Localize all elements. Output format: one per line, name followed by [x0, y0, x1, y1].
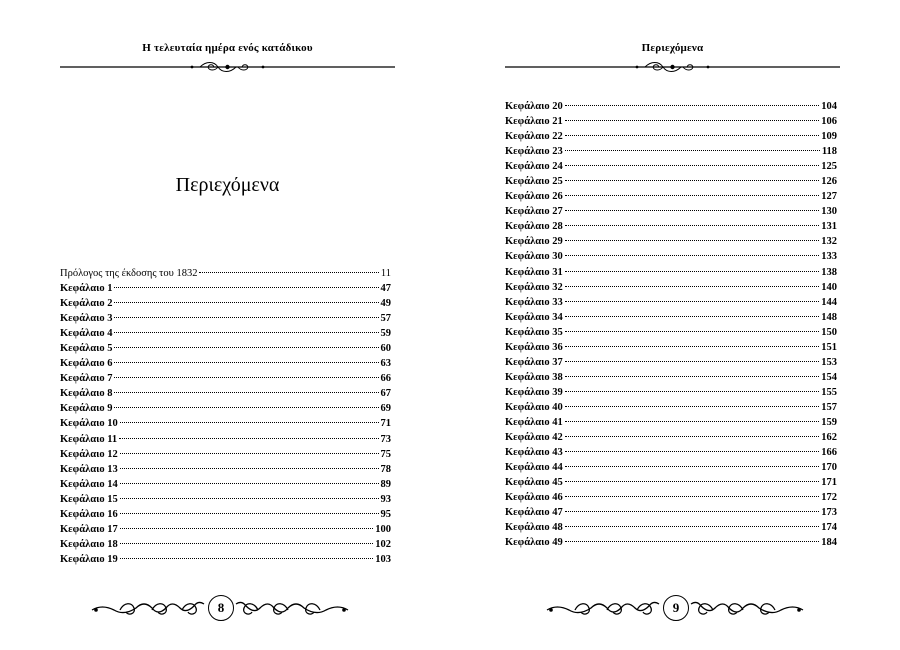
toc-entry-label: Κεφάλαιο 25 [505, 176, 563, 188]
toc-entry[interactable] [60, 401, 391, 416]
toc-entry[interactable] [505, 340, 837, 355]
dot-leader [114, 317, 378, 318]
dot-leader [114, 347, 378, 348]
toc-entry-page: 104 [821, 101, 837, 112]
dot-leader [120, 543, 374, 544]
toc-entry[interactable] [505, 99, 837, 114]
toc-entry[interactable] [60, 537, 391, 552]
toc-entry-page: 131 [821, 221, 837, 233]
toc-entry[interactable] [505, 460, 837, 475]
dot-leader [565, 466, 820, 467]
toc-entry-page: 47 [380, 283, 391, 295]
toc-entry-page: 57 [380, 313, 391, 325]
toc-entry-page: 155 [821, 386, 837, 398]
dot-leader [565, 286, 820, 287]
toc-entry-page: 106 [821, 116, 837, 128]
toc-entry-page: 93 [380, 493, 391, 505]
toc-entry-page: 75 [380, 448, 391, 460]
toc-entry-page: 66 [380, 373, 391, 385]
dot-leader [565, 526, 820, 527]
toc-entry[interactable] [505, 295, 837, 310]
dot-leader [114, 302, 378, 303]
toc-entry-page: 78 [380, 463, 391, 475]
toc-entry[interactable] [505, 159, 837, 174]
toc-entry[interactable] [60, 281, 391, 296]
toc-entry[interactable] [60, 522, 391, 537]
toc-entry-label: Κεφάλαιο 22 [505, 131, 563, 143]
dot-leader [120, 422, 379, 423]
toc-entry-page: 63 [380, 358, 391, 370]
running-head: Η τελευταία ημέρα ενός κατάδικου [142, 42, 313, 54]
toc-entry[interactable] [505, 535, 837, 550]
toc-entry-page: 118 [821, 146, 837, 158]
toc-list [505, 99, 837, 550]
dot-leader [565, 331, 820, 332]
toc-entry-page: 170 [821, 462, 837, 474]
toc-entry[interactable] [505, 520, 837, 535]
toc-entry-page: 95 [380, 508, 391, 520]
toc-entry[interactable] [60, 462, 391, 477]
toc-entry[interactable] [505, 325, 837, 340]
toc-entry-page: 69 [380, 403, 391, 415]
toc-entry-label: Κεφάλαιο 10 [60, 418, 118, 430]
toc-entry-label: Κεφάλαιο 45 [505, 477, 563, 489]
dot-leader [565, 451, 820, 452]
dot-leader [565, 316, 820, 317]
toc-entry-label: Κεφάλαιο 24 [505, 161, 563, 173]
dot-leader [119, 438, 378, 439]
dot-leader [565, 195, 820, 196]
toc-entry-label: Κεφάλαιο 18 [60, 538, 118, 550]
toc-entry-page: 150 [821, 326, 837, 338]
dot-leader [565, 240, 820, 241]
running-head: Περιεχόμενα [641, 42, 704, 54]
header-rule-ornament [60, 60, 395, 76]
toc-entry-page: 162 [821, 432, 837, 444]
toc-entry-page: 130 [821, 206, 837, 218]
dot-leader [565, 376, 820, 377]
toc-entry[interactable] [60, 371, 391, 386]
dot-leader [114, 377, 378, 378]
dot-leader [114, 287, 378, 288]
dot-leader [565, 391, 820, 392]
toc-entry-page: 184 [821, 537, 837, 549]
dot-leader [565, 361, 820, 362]
toc-entry-page: 89 [380, 478, 391, 490]
toc-entry[interactable] [505, 189, 837, 204]
toc-entry[interactable] [505, 219, 837, 234]
dot-leader [565, 496, 820, 497]
toc-entry-label: Κεφάλαιο 37 [505, 356, 563, 368]
dot-leader [565, 120, 820, 121]
toc-entry[interactable] [505, 505, 837, 520]
toc-entry-label: Κεφάλαιο 23 [505, 146, 563, 158]
toc-entry-page: 59 [380, 328, 391, 340]
toc-entry[interactable] [60, 341, 391, 356]
toc-entry[interactable] [505, 490, 837, 505]
toc-entry-page: 67 [380, 388, 391, 400]
dot-leader [120, 498, 379, 499]
toc-entry-label: Κεφάλαιο 30 [505, 251, 563, 263]
toc-entry-label: Κεφάλαιο 9 [60, 403, 113, 415]
toc-entry-label: Κεφάλαιο 48 [505, 522, 563, 534]
footer-ornament [545, 592, 805, 622]
toc-entry-page: 148 [821, 311, 837, 323]
toc-entry-label: Κεφάλαιο 7 [60, 373, 113, 385]
dot-leader [565, 271, 820, 272]
toc-entry-page: 103 [375, 553, 391, 565]
toc-entry[interactable] [505, 355, 837, 370]
toc-entry-label: Κεφάλαιο 27 [505, 206, 563, 218]
toc-entry[interactable] [60, 416, 391, 431]
toc-entry-label: Κεφάλαιο 41 [505, 416, 563, 428]
toc-entry-label: Κεφάλαιο 5 [60, 343, 113, 355]
toc-entry-label: Κεφάλαιο 29 [505, 236, 563, 248]
toc-entry[interactable] [60, 386, 391, 401]
toc-entry[interactable] [505, 415, 837, 430]
toc-entry-page: 133 [821, 251, 837, 263]
toc-entry[interactable] [60, 296, 391, 311]
toc-entry[interactable] [505, 385, 837, 400]
toc-entry-page: 132 [821, 236, 837, 248]
toc-entry-label: Κεφάλαιο 47 [505, 507, 563, 519]
dot-leader [120, 483, 379, 484]
dot-leader [565, 150, 820, 151]
toc-entry[interactable] [60, 552, 391, 567]
toc-entry[interactable] [60, 266, 391, 281]
dot-leader [565, 105, 820, 106]
toc-entry-page: 126 [821, 176, 837, 188]
toc-entry-label: Κεφάλαιο 49 [505, 537, 563, 549]
toc-entry-page: 159 [821, 416, 837, 428]
toc-entry-label: Κεφάλαιο 36 [505, 341, 563, 353]
toc-entry[interactable] [505, 400, 837, 415]
toc-entry[interactable] [505, 129, 837, 144]
toc-entry-page: 11 [380, 268, 391, 279]
toc-entry[interactable] [60, 492, 391, 507]
toc-entry[interactable] [505, 144, 837, 159]
toc-entry-label: Κεφάλαιο 39 [505, 386, 563, 398]
toc-entry-label: Κεφάλαιο 44 [505, 462, 563, 474]
toc-entry[interactable] [505, 249, 837, 264]
toc-entry-label: Κεφάλαιο 12 [60, 448, 118, 460]
dot-leader [565, 436, 820, 437]
dot-leader [114, 362, 378, 363]
toc-entry-page: 60 [380, 343, 391, 355]
toc-entry-page: 154 [821, 371, 837, 383]
toc-entry-label: Κεφάλαιο 33 [505, 296, 563, 308]
toc-entry-page: 109 [821, 131, 837, 143]
right-page [450, 0, 900, 650]
toc-entry-page: 138 [821, 266, 837, 278]
dot-leader [120, 528, 374, 529]
dot-leader [565, 541, 820, 542]
toc-entry[interactable] [60, 507, 391, 522]
toc-entry-label: Κεφάλαιο 6 [60, 358, 113, 370]
toc-entry-label: Κεφάλαιο 11 [60, 433, 118, 445]
toc-entry[interactable] [505, 234, 837, 249]
toc-entry-label: Κεφάλαιο 14 [60, 478, 118, 490]
toc-entry[interactable] [60, 356, 391, 371]
dot-leader [565, 180, 820, 181]
toc-entry-page: 153 [821, 356, 837, 368]
toc-entry-page: 127 [821, 191, 837, 203]
dot-leader [565, 165, 820, 166]
dot-leader [114, 392, 378, 393]
toc-entry-page: 144 [821, 296, 837, 308]
toc-entry-label: Κεφάλαιο 38 [505, 371, 563, 383]
toc-entry-label: Κεφάλαιο 13 [60, 463, 118, 475]
toc-entry-label: Κεφάλαιο 21 [505, 116, 563, 128]
toc-entry-page: 102 [375, 538, 391, 550]
toc-entry-label: Πρόλογος της έκδοσης του 1832 [60, 268, 198, 279]
dot-leader [565, 406, 820, 407]
toc-entry-label: Κεφάλαιο 15 [60, 493, 118, 505]
dot-leader [565, 481, 820, 482]
dot-leader [120, 558, 374, 559]
toc-entry-label: Κεφάλαιο 40 [505, 401, 563, 413]
footer-ornament [90, 592, 350, 622]
toc-entry[interactable] [505, 370, 837, 385]
toc-entry-page: 174 [821, 522, 837, 534]
dot-leader [565, 421, 820, 422]
toc-entry-page: 173 [821, 507, 837, 519]
toc-entry-label: Κεφάλαιο 16 [60, 508, 118, 520]
dot-leader [565, 255, 820, 256]
toc-entry[interactable] [505, 204, 837, 219]
toc-entry[interactable] [60, 311, 391, 326]
toc-entry[interactable] [505, 265, 837, 280]
toc-entry-page: 172 [821, 492, 837, 504]
header-rule-ornament [505, 60, 840, 76]
page-number: 9 [663, 595, 689, 621]
toc-entry-page: 73 [380, 433, 391, 445]
toc-entry-label: Κεφάλαιο 46 [505, 492, 563, 504]
dot-leader [120, 453, 379, 454]
toc-entry[interactable] [60, 432, 391, 447]
toc-entry-page: 151 [821, 341, 837, 353]
dot-leader [199, 272, 378, 273]
toc-entry-page: 49 [380, 298, 391, 310]
toc-entry-label: Κεφάλαιο 8 [60, 388, 113, 400]
toc-entry-page: 71 [380, 418, 391, 430]
dot-leader [565, 346, 820, 347]
toc-entry-label: Κεφάλαιο 19 [60, 553, 118, 565]
dot-leader [120, 513, 379, 514]
toc-entry[interactable] [505, 445, 837, 460]
toc-entry[interactable] [505, 114, 837, 129]
toc-entry[interactable] [505, 430, 837, 445]
toc-entry-page: 140 [821, 281, 837, 293]
toc-entry[interactable] [60, 447, 391, 462]
toc-entry[interactable] [505, 174, 837, 189]
toc-entry-label: Κεφάλαιο 4 [60, 328, 113, 340]
toc-entry-label: Κεφάλαιο 35 [505, 326, 563, 338]
page-title: Περιεχόμενα [175, 174, 280, 196]
toc-entry-page: 125 [821, 161, 837, 173]
toc-entry-label: Κεφάλαιο 26 [505, 191, 563, 203]
toc-list [60, 266, 391, 567]
toc-entry-label: Κεφάλαιο 43 [505, 447, 563, 459]
toc-entry-page: 166 [821, 447, 837, 459]
toc-entry[interactable] [505, 310, 837, 325]
dot-leader [565, 511, 820, 512]
toc-entry-label: Κεφάλαιο 20 [505, 101, 563, 112]
toc-entry[interactable] [505, 475, 837, 490]
toc-entry-label: Κεφάλαιο 17 [60, 523, 118, 535]
dot-leader [565, 135, 820, 136]
toc-entry-label: Κεφάλαιο 42 [505, 432, 563, 444]
toc-entry-label: Κεφάλαιο 1 [60, 283, 113, 295]
toc-entry-label: Κεφάλαιο 32 [505, 281, 563, 293]
toc-entry-label: Κεφάλαιο 31 [505, 266, 563, 278]
toc-entry[interactable] [505, 280, 837, 295]
page-number: 8 [208, 595, 234, 621]
toc-entry[interactable] [60, 326, 391, 341]
dot-leader [565, 210, 820, 211]
toc-entry-label: Κεφάλαιο 2 [60, 298, 113, 310]
toc-entry-label: Κεφάλαιο 34 [505, 311, 563, 323]
toc-entry-label: Κεφάλαιο 28 [505, 221, 563, 233]
toc-entry-label: Κεφάλαιο 3 [60, 313, 113, 325]
dot-leader [565, 225, 820, 226]
dot-leader [114, 407, 378, 408]
toc-entry-page: 157 [821, 401, 837, 413]
toc-entry[interactable] [60, 477, 391, 492]
dot-leader [114, 332, 378, 333]
toc-entry-page: 100 [375, 523, 391, 535]
toc-entry-page: 171 [821, 477, 837, 489]
dot-leader [565, 301, 820, 302]
dot-leader [120, 468, 379, 469]
